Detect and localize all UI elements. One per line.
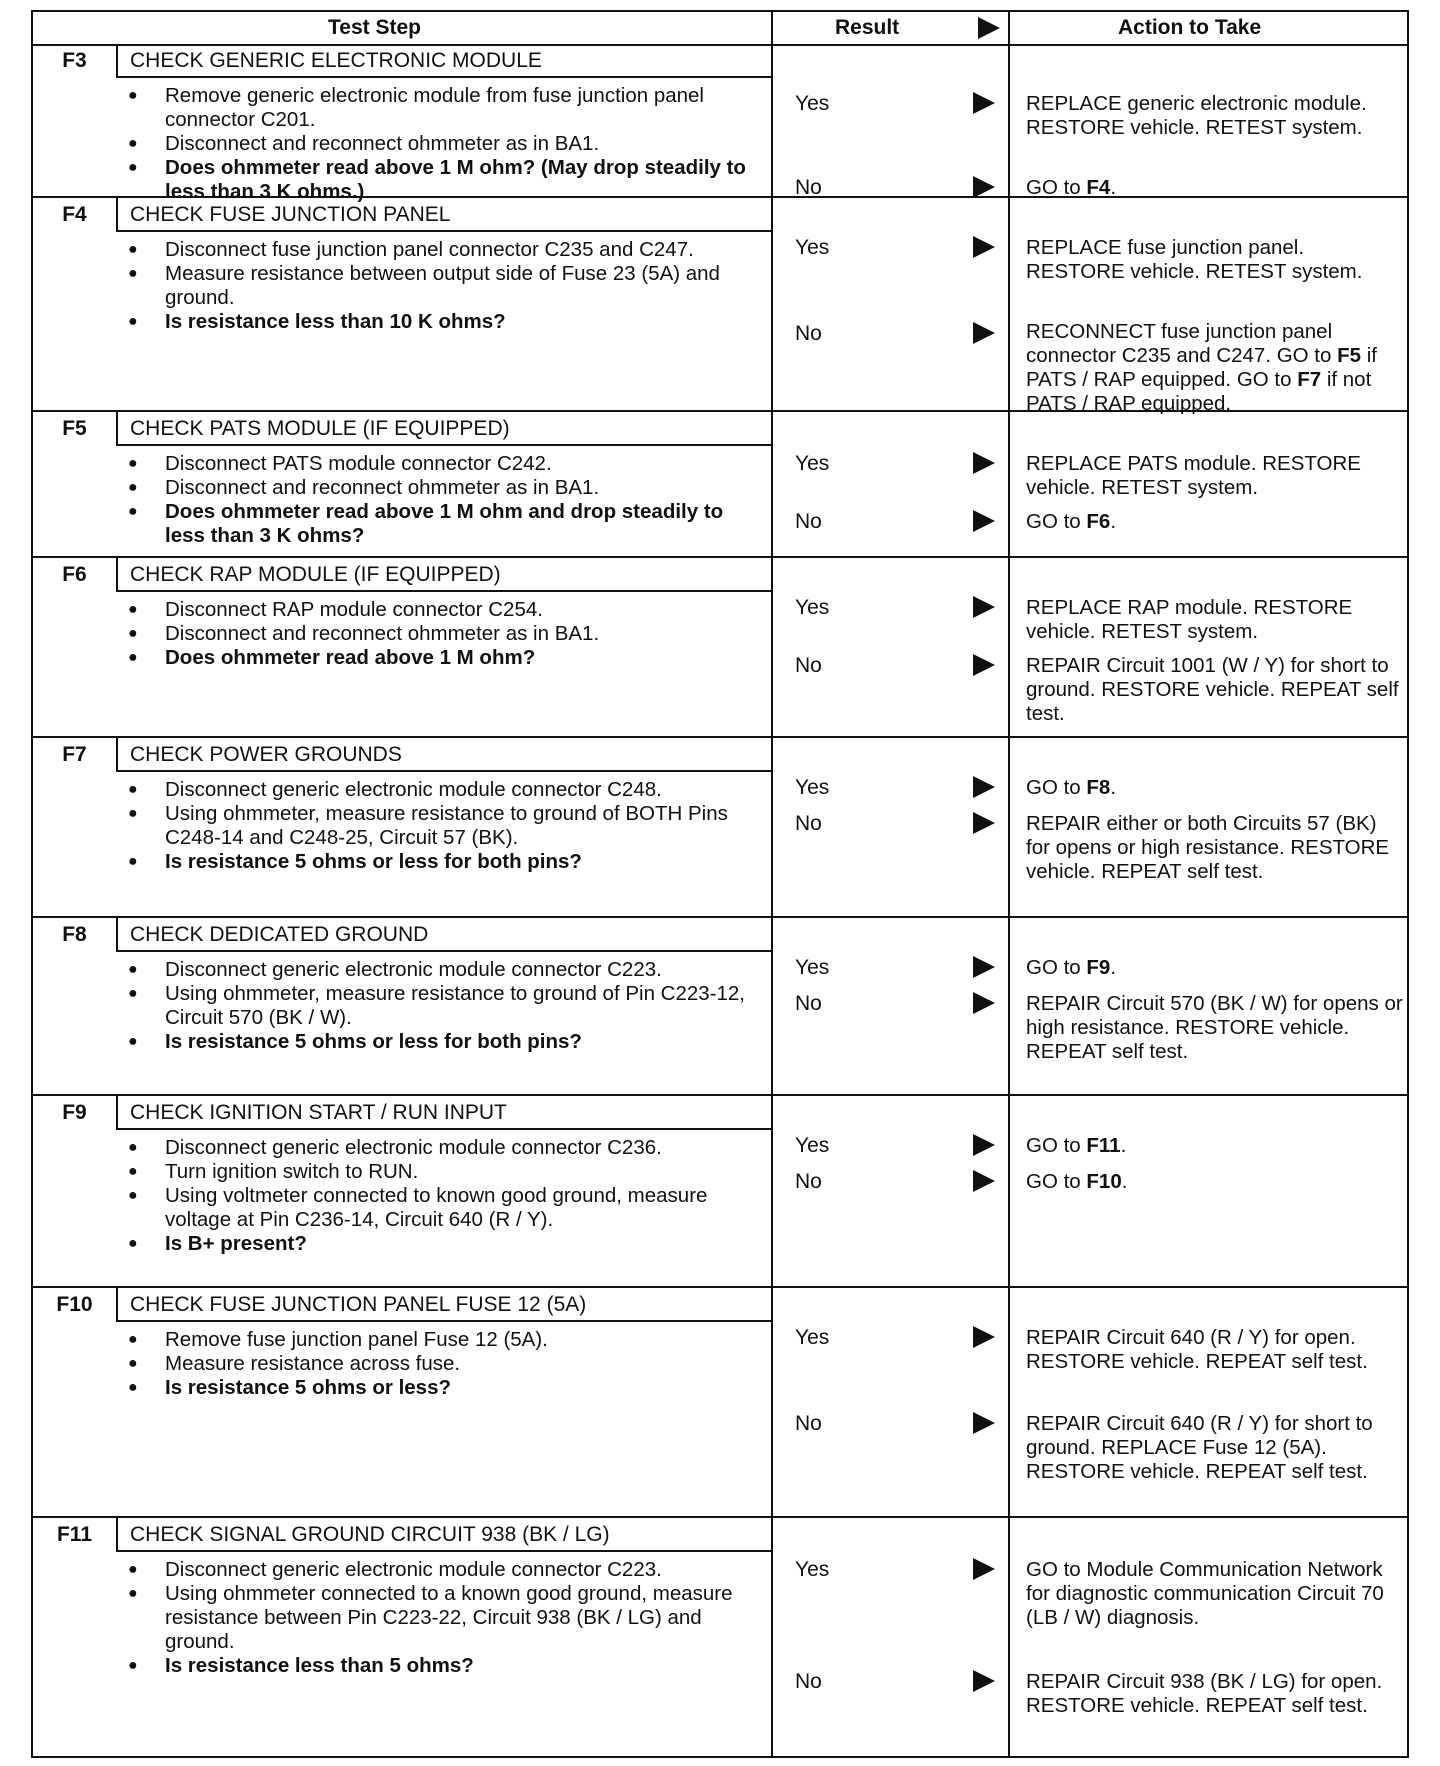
step-reference-link[interactable]: F9 — [1086, 956, 1111, 979]
step-id: F8 — [33, 918, 118, 952]
action-no: REPAIR Circuit 1001 (W / Y) for short to ground. RESTORE vehicle. REPEAT self test. — [1026, 654, 1399, 725]
arrow-right-icon — [973, 176, 995, 198]
arrow-right-icon — [973, 1134, 995, 1156]
result-no — [773, 510, 1008, 534]
instruction-item: ● Using ohmmeter, measure resistance to ground of Pin C223-12, Circuit 570 (BK / W). — [128, 982, 768, 1030]
instruction-item: ● Disconnect RAP module connector C254. — [128, 598, 768, 622]
test-step-f9 — [33, 1094, 1407, 1286]
step-instructions — [128, 84, 768, 204]
step-title: CHECK IGNITION START / RUN INPUT — [118, 1096, 771, 1130]
arrow-right-icon — [973, 956, 995, 978]
step-id: F7 — [33, 738, 118, 772]
result-yes — [773, 1326, 1008, 1350]
step-instructions — [128, 778, 768, 874]
step-question: ● Is B+ present? — [128, 1232, 768, 1256]
arrow-right-icon — [973, 992, 995, 1014]
action-text: GO to — [1026, 776, 1087, 799]
result-yes — [773, 236, 1008, 260]
step-reference-link[interactable]: F5 — [1337, 344, 1362, 367]
arrow-right-icon — [973, 776, 995, 798]
result-no — [773, 1170, 1008, 1194]
result-yes — [773, 1558, 1008, 1582]
step-question: ● Does ohmmeter read above 1 M ohm and drop steadily to less than 3 K ohms? — [128, 500, 768, 548]
instruction-item: ● Using ohmmeter, measure resistance to ground of BOTH Pins C248-14 and C248-25, Circuit 57 (BK). — [128, 802, 768, 850]
arrow-right-icon — [973, 92, 995, 114]
action-no: REPAIR Circuit 570 (BK / W) for opens or high resistance. RESTORE vehicle. REPEAT self test. — [1026, 992, 1403, 1063]
action-yes: REPLACE PATS module. RESTORE vehicle. RETEST system. — [1026, 452, 1361, 499]
test-step-f6 — [33, 556, 1407, 736]
instruction-item: ● Disconnect generic electronic module connector C223. — [128, 1558, 768, 1582]
result-label: Yes — [795, 92, 830, 115]
step-instructions — [128, 958, 768, 1054]
step-title: CHECK GENERIC ELECTRONIC MODULE — [118, 44, 771, 78]
step-instructions — [128, 452, 768, 548]
step-title: CHECK DEDICATED GROUND — [118, 918, 771, 952]
action-yes — [1026, 776, 1406, 800]
action-text: . — [1110, 956, 1117, 979]
step-question: ● Does ohmmeter read above 1 M ohm? (May drop steadily to less than 3 K ohms.) — [128, 156, 768, 204]
step-reference-link[interactable]: F7 — [1297, 368, 1322, 391]
step-question: ● Is resistance less than 10 K ohms? — [128, 310, 768, 334]
step-question: ● Is resistance 5 ohms or less? — [128, 1376, 768, 1400]
result-no — [773, 322, 1008, 346]
result-yes — [773, 452, 1008, 476]
result-label: Yes — [795, 596, 830, 619]
test-step-f3 — [33, 44, 1407, 203]
header-arrow-icon — [978, 17, 1000, 39]
result-label: No — [795, 1412, 822, 1435]
action-no — [1026, 320, 1406, 416]
result-label: Yes — [795, 1558, 830, 1581]
arrow-right-icon — [973, 236, 995, 258]
action-text: GO to — [1026, 1134, 1087, 1157]
step-instructions — [128, 1136, 768, 1256]
step-instructions — [128, 598, 768, 670]
action-no: REPAIR Circuit 938 (BK / LG) for open. RESTORE vehicle. REPEAT self test. — [1026, 1670, 1383, 1717]
arrow-right-icon — [973, 322, 995, 344]
action-no: REPAIR Circuit 640 (R / Y) for short to ground. REPLACE Fuse 12 (5A). RESTORE vehicle. REPEAT self test. — [1026, 1412, 1373, 1483]
result-yes — [773, 1134, 1008, 1158]
step-title: CHECK FUSE JUNCTION PANEL — [118, 198, 771, 232]
result-label: No — [795, 1170, 822, 1193]
instruction-item: ● Using voltmeter connected to known good ground, measure voltage at Pin C236-14, Circuit 640 (R / Y). — [128, 1184, 768, 1232]
result-label: No — [795, 992, 822, 1015]
result-yes — [773, 776, 1008, 800]
action-text: if not PATS / RAP equipped. — [1026, 368, 1372, 415]
step-id: F9 — [33, 1096, 118, 1130]
arrow-right-icon — [973, 452, 995, 474]
instruction-item: ● Disconnect generic electronic module connector C248. — [128, 778, 768, 802]
instruction-item: ● Disconnect and reconnect ohmmeter as in BA1. — [128, 622, 768, 646]
result-yes — [773, 596, 1008, 620]
step-title: CHECK POWER GROUNDS — [118, 738, 771, 772]
test-step-f11 — [33, 1516, 1407, 1760]
action-yes — [1026, 956, 1406, 980]
instruction-item: ● Turn ignition switch to RUN. — [128, 1160, 768, 1184]
action-text: . — [1121, 1170, 1128, 1193]
arrow-right-icon — [973, 1170, 995, 1192]
result-label: No — [795, 176, 822, 199]
test-step-f8 — [33, 916, 1407, 1094]
action-no — [1026, 510, 1406, 534]
result-yes — [773, 92, 1008, 116]
step-id: F4 — [33, 198, 118, 232]
instruction-item: ● Disconnect fuse junction panel connector C235 and C247. — [128, 238, 768, 262]
action-text: . — [1110, 176, 1117, 199]
step-id: F6 — [33, 558, 118, 592]
result-no — [773, 812, 1008, 836]
step-reference-link[interactable]: F6 — [1086, 510, 1111, 533]
instruction-item: ● Disconnect generic electronic module connector C236. — [128, 1136, 768, 1160]
test-step-f5 — [33, 410, 1407, 556]
step-question: ● Is resistance 5 ohms or less for both pins? — [128, 1030, 768, 1054]
step-question: ● Is resistance less than 5 ohms? — [128, 1654, 768, 1678]
header-result: Result — [835, 16, 900, 39]
result-label: No — [795, 654, 822, 677]
result-label: Yes — [795, 956, 830, 979]
result-label: Yes — [795, 236, 830, 259]
action-text: RECONNECT fuse junction panel connector C235 and C247. GO to — [1026, 320, 1338, 367]
step-reference-link[interactable]: F4 — [1086, 176, 1111, 199]
result-label: No — [795, 1670, 822, 1693]
result-no — [773, 654, 1008, 678]
action-no — [1026, 1170, 1406, 1194]
result-label: Yes — [795, 452, 830, 475]
arrow-right-icon — [973, 812, 995, 834]
action-text: . — [1120, 1134, 1127, 1157]
step-question: ● Does ohmmeter read above 1 M ohm? — [128, 646, 768, 670]
instruction-item: ● Disconnect and reconnect ohmmeter as in BA1. — [128, 132, 768, 156]
test-step-f4 — [33, 196, 1407, 415]
instruction-item: ● Measure resistance between output side of Fuse 23 (5A) and ground. — [128, 262, 768, 310]
action-text: GO to — [1026, 176, 1087, 199]
action-yes: REPLACE RAP module. RESTORE vehicle. RETEST system. — [1026, 596, 1353, 643]
action-yes: GO to Module Communication Network for diagnostic communication Circuit 70 (LB / W) diagnosis. — [1026, 1558, 1384, 1629]
action-text: GO to — [1026, 1170, 1087, 1193]
step-reference-link[interactable]: F11 — [1086, 1134, 1121, 1157]
header-action: Action to Take — [1118, 16, 1262, 39]
result-label: No — [795, 322, 822, 345]
result-label: Yes — [795, 1326, 830, 1349]
arrow-right-icon — [973, 1326, 995, 1348]
result-label: No — [795, 510, 822, 533]
step-title: CHECK SIGNAL GROUND CIRCUIT 938 (BK / LG) — [118, 1518, 771, 1552]
result-no — [773, 1412, 1008, 1436]
arrow-right-icon — [973, 596, 995, 618]
action-text: GO to — [1026, 956, 1087, 979]
result-label: Yes — [795, 776, 830, 799]
test-step-f7 — [33, 736, 1407, 916]
table-header — [33, 12, 1407, 46]
action-text: GO to — [1026, 510, 1087, 533]
step-instructions — [128, 1328, 768, 1400]
action-yes — [1026, 1134, 1406, 1158]
step-reference-link[interactable]: F8 — [1086, 776, 1111, 799]
step-instructions — [128, 238, 768, 334]
instruction-item: ● Disconnect PATS module connector C242. — [128, 452, 768, 476]
action-text: if PATS / RAP equipped. GO to — [1026, 344, 1377, 391]
arrow-right-icon — [973, 1558, 995, 1580]
instruction-item: ● Disconnect and reconnect ohmmeter as in BA1. — [128, 476, 768, 500]
test-step-f10 — [33, 1286, 1407, 1516]
arrow-right-icon — [973, 1670, 995, 1692]
arrow-right-icon — [973, 510, 995, 532]
action-text: . — [1110, 776, 1117, 799]
instruction-item: ● Measure resistance across fuse. — [128, 1352, 768, 1376]
step-title: CHECK PATS MODULE (IF EQUIPPED) — [118, 412, 771, 446]
step-title: CHECK RAP MODULE (IF EQUIPPED) — [118, 558, 771, 592]
step-instructions — [128, 1558, 768, 1678]
step-question: ● Is resistance 5 ohms or less for both pins? — [128, 850, 768, 874]
result-yes — [773, 956, 1008, 980]
instruction-item: ● Remove generic electronic module from fuse junction panel connector C201. — [128, 84, 768, 132]
arrow-right-icon — [973, 654, 995, 676]
instruction-item: ● Disconnect generic electronic module connector C223. — [128, 958, 768, 982]
step-id: F3 — [33, 44, 118, 78]
arrow-right-icon — [973, 1412, 995, 1434]
result-no — [773, 1670, 1008, 1694]
result-label: No — [795, 812, 822, 835]
header-test-step: Test Step — [328, 16, 421, 39]
instruction-item: ● Using ohmmeter connected to a known good ground, measure resistance between Pin C223-22, Circuit 938 (BK / LG) and ground. — [128, 1582, 768, 1654]
instruction-item: ● Remove fuse junction panel Fuse 12 (5A). — [128, 1328, 768, 1352]
result-no — [773, 992, 1008, 1016]
action-yes: REPLACE fuse junction panel. RESTORE vehicle. RETEST system. — [1026, 236, 1363, 283]
step-id: F5 — [33, 412, 118, 446]
step-id: F11 — [33, 1518, 118, 1552]
result-label: Yes — [795, 1134, 830, 1157]
action-text: . — [1110, 510, 1117, 533]
action-no: REPAIR either or both Circuits 57 (BK) for opens or high resistance. RESTORE vehicle. REPEAT self test. — [1026, 812, 1390, 883]
step-reference-link[interactable]: F10 — [1086, 1170, 1122, 1193]
step-title: CHECK FUSE JUNCTION PANEL FUSE 12 (5A) — [118, 1288, 771, 1322]
step-id: F10 — [33, 1288, 118, 1322]
action-yes: REPAIR Circuit 640 (R / Y) for open. RESTORE vehicle. REPEAT self test. — [1026, 1326, 1368, 1373]
action-yes: REPLACE generic electronic module. RESTORE vehicle. RETEST system. — [1026, 92, 1367, 139]
diagnostic-table — [31, 10, 1409, 1758]
